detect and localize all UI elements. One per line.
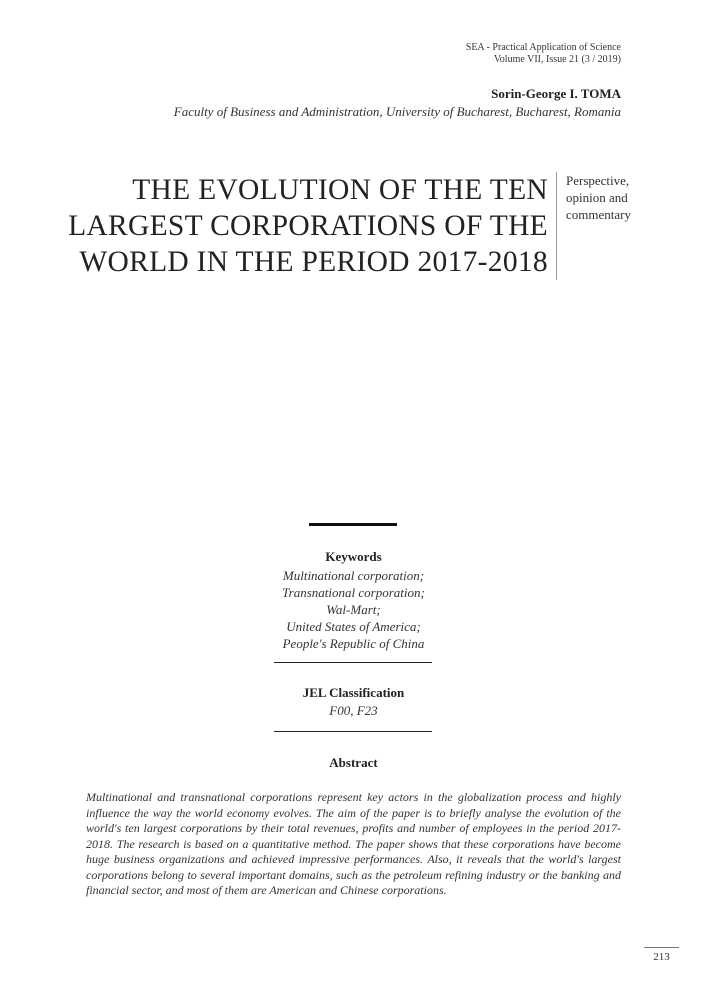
category-line: Perspective, — [566, 173, 630, 188]
keyword-item: United States of America; — [286, 619, 421, 634]
keyword-item: Multinational corporation; — [282, 568, 425, 583]
title-line: THE EVOLUTION OF THE TEN — [132, 174, 548, 206]
jel-heading: JEL Classification — [302, 685, 405, 700]
keyword-item: People's Republic of China — [282, 636, 425, 651]
author-affiliation: Faculty of Business and Administration, University of Bucharest, Bucharest, Romania — [173, 104, 621, 119]
page-number: 213 — [653, 951, 670, 963]
author-name: Sorin-George I. TOMA — [491, 86, 621, 101]
journal-volume: Volume VII, Issue 21 (3 / 2019) — [493, 54, 621, 65]
category-line: opinion and — [566, 190, 628, 205]
journal-header — [466, 42, 621, 66]
paper-title — [68, 172, 557, 280]
jel-codes: F00, F23 — [329, 703, 378, 718]
article-category — [566, 172, 631, 223]
journal-name: SEA - Practical Application of Science — [465, 42, 621, 53]
page-number-rule — [644, 947, 679, 948]
keywords-heading: Keywords — [325, 549, 382, 564]
section-divider-thick — [309, 523, 397, 526]
category-line: commentary — [566, 207, 631, 222]
title-line: WORLD IN THE PERIOD 2017-2018 — [79, 246, 548, 278]
keywords-list — [0, 567, 707, 652]
abstract-heading: Abstract — [329, 755, 378, 770]
keyword-item: Transnational corporation; — [282, 585, 425, 600]
keywords-divider — [274, 662, 432, 663]
jel-divider — [274, 731, 432, 732]
abstract-text: Multinational and transnational corporations represent key actors in the globalization process and highly influence the way the world economy evolves. The aim of the paper is to briefly analyse the evolution of the world's ten largest corporations by their total revenues, profits and number of employees in the period 2017-2018. The research is based on a quantitative method. The paper shows that these corporations have become huge business organizations and achieved impressive performances. Also, it reveals that the world's largest corporations belong to several important domains, such as the petroleum refining industry or the banking and financial sector, and most of them are American and Chinese corporations. — [86, 790, 621, 897]
title-line: LARGEST CORPORATIONS OF THE — [68, 210, 548, 242]
keyword-item: Wal-Mart; — [326, 602, 381, 617]
